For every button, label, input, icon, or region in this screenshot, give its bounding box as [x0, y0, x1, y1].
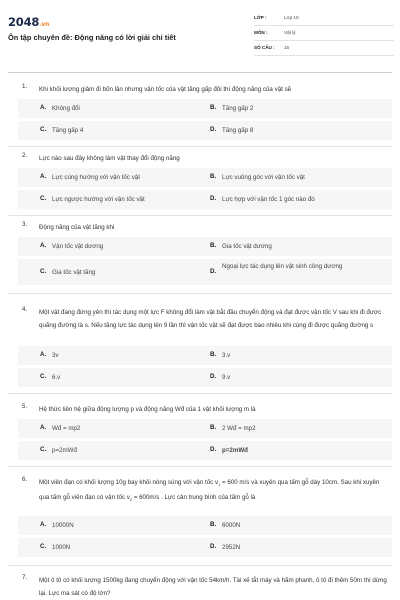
logo-text: 2048 — [8, 15, 40, 29]
option-letter: C. — [40, 195, 47, 202]
option-text: Lực cùng hướng với vận tốc vật — [52, 174, 140, 181]
option-text: 10000N — [52, 522, 74, 529]
option-letter: A. — [40, 521, 47, 528]
option-text: Wđ = mp2 — [52, 425, 81, 432]
question-text: Hệ thức liên hệ giữa động lượng p và động năng Wđ của 1 vật khối lượng m là — [39, 406, 256, 413]
question-text-part: = 600 m/s và xuyên qua tấm gỗ dày 10cm. Sau khi xuyên qua tấm gỗ viên đạn có vận tốc v — [39, 479, 380, 502]
option-text: 9.v — [222, 374, 231, 381]
option-d[interactable] — [196, 121, 392, 140]
option-b[interactable] — [196, 419, 392, 438]
document-header — [0, 0, 400, 72]
option-b[interactable] — [196, 346, 392, 365]
option-row — [18, 346, 392, 365]
option-text: 1000N — [52, 544, 71, 551]
option-c[interactable] — [18, 441, 190, 460]
meta-key: LỚP : — [254, 15, 267, 20]
question-number: 6. — [22, 476, 28, 483]
option-c[interactable] — [18, 368, 190, 387]
question-number: 4. — [22, 306, 28, 313]
option-a[interactable] — [18, 99, 190, 118]
option-text: Tăng gấp 2 — [222, 105, 254, 112]
option-letter: B. — [210, 242, 217, 249]
option-c[interactable] — [18, 190, 190, 209]
logo-suffix: .vn — [39, 21, 50, 28]
question-divider — [8, 466, 392, 467]
option-text: 3.v — [222, 352, 231, 359]
option-text: Vận tốc vật dương — [52, 243, 104, 250]
option-letter: A. — [40, 173, 47, 180]
option-b[interactable] — [196, 516, 392, 535]
option-text: Gia tốc vật dương — [222, 243, 272, 250]
option-c[interactable] — [18, 259, 190, 285]
option-text: Lực hợp với vận tốc 1 góc nào đó — [222, 196, 315, 203]
option-text: p=2mWđ — [222, 447, 248, 454]
option-letter: B. — [210, 424, 217, 431]
option-a[interactable] — [18, 237, 190, 256]
subscript-2: 2 — [129, 497, 133, 503]
question-text — [39, 476, 391, 506]
question-divider — [8, 146, 392, 147]
option-d[interactable] — [196, 190, 392, 209]
option-letter: C. — [40, 446, 47, 453]
option-d[interactable] — [196, 368, 392, 387]
meta-row-subject — [254, 27, 394, 41]
meta-info-box — [254, 12, 394, 57]
meta-row-count — [254, 42, 394, 56]
question-text: Lực nào sau đây không làm vật thay đổi động năng — [39, 155, 180, 162]
option-row — [18, 368, 392, 387]
question-text: Khi khối lượng giảm đi bốn lần nhưng vận tốc của vật tăng gấp đôi thì động năng của vật sẽ — [39, 86, 292, 93]
option-letter: B. — [210, 521, 217, 528]
meta-value: Vật lý — [284, 30, 296, 35]
option-letter: D. — [210, 446, 217, 453]
subscript-1: 1 — [218, 482, 221, 488]
question-divider — [8, 565, 392, 566]
meta-value: 16 — [284, 45, 290, 50]
option-row — [18, 99, 392, 118]
option-letter: D. — [210, 543, 217, 550]
meta-row-class — [254, 12, 394, 26]
option-a[interactable] — [18, 346, 190, 365]
option-text: Lực vuông góc với vận tốc vật — [222, 174, 305, 181]
option-letter: C. — [40, 126, 47, 133]
option-letter: D. — [210, 195, 217, 202]
option-d[interactable] — [196, 441, 392, 460]
option-letter: A. — [40, 242, 47, 249]
question-number: 1. — [22, 83, 28, 90]
option-b[interactable] — [196, 168, 392, 187]
option-row — [18, 441, 392, 460]
option-letter: D. — [210, 268, 217, 275]
question-text: Động năng của vật tăng khi — [39, 224, 115, 231]
option-text: 6.v — [52, 374, 61, 381]
option-row — [18, 419, 392, 438]
question-divider — [8, 293, 392, 294]
option-text: Tăng gấp 4 — [52, 127, 84, 134]
question-divider — [8, 215, 392, 216]
option-text: 2 Wđ = mp2 — [222, 425, 256, 432]
option-row — [18, 259, 392, 285]
option-text: Không đổi — [52, 105, 80, 112]
option-row — [18, 190, 392, 209]
option-letter: D. — [210, 373, 217, 380]
header-divider — [8, 72, 392, 73]
option-letter: C. — [40, 268, 47, 275]
option-letter: B. — [210, 173, 217, 180]
option-row — [18, 168, 392, 187]
site-logo[interactable] — [8, 15, 49, 29]
question-text: Một ô tô có khối lượng 1500kg đang chuyển động với vận tốc 54km/h. Tài xế tắt máy và hãm phanh, ô tô đi thêm 50m thì dừng lại. Lực ma sát có độ lớn? — [39, 577, 387, 597]
option-a[interactable] — [18, 419, 190, 438]
option-letter: B. — [210, 104, 217, 111]
option-text: 3v — [52, 352, 59, 359]
meta-key: MÔN : — [254, 30, 268, 35]
option-letter: A. — [40, 104, 47, 111]
question-number: 3. — [22, 221, 28, 228]
question-text-part: = 600m/s . Lực cản trung bình của tấm gỗ là — [132, 494, 256, 502]
option-text: 2952N — [222, 544, 241, 551]
meta-key: SỐ CÂU : — [254, 45, 275, 50]
option-c[interactable] — [18, 538, 190, 557]
question-text-part: Một viên đạn có khối lượng 10g bay khỏi nòng súng với vận tốc v — [39, 479, 219, 486]
option-row — [18, 121, 392, 140]
question-number: 5. — [22, 403, 28, 410]
option-letter: A. — [40, 424, 47, 431]
option-b[interactable] — [196, 99, 392, 118]
option-a[interactable] — [18, 168, 190, 187]
option-letter: B. — [210, 351, 217, 358]
option-text: Ngoại lực tác dụng lên vật sinh công dương — [222, 263, 343, 270]
question-number: 2. — [22, 152, 28, 159]
option-row — [18, 516, 392, 535]
page-title: Ôn tập chuyên đề: Động năng có lời giải chi tiết — [8, 33, 176, 42]
option-text: Tăng gấp 8 — [222, 127, 254, 134]
option-text: Gia tốc vật tăng — [52, 269, 96, 276]
option-row — [18, 538, 392, 557]
option-letter: A. — [40, 351, 47, 358]
option-c[interactable] — [18, 121, 190, 140]
option-a[interactable] — [18, 516, 190, 535]
question-number: 7. — [22, 574, 28, 581]
option-text: p=2mWđ — [52, 447, 77, 454]
option-d[interactable] — [196, 538, 392, 557]
option-row — [18, 237, 392, 256]
option-d[interactable] — [196, 259, 392, 285]
question-divider — [8, 393, 392, 394]
option-text: 6000N — [222, 522, 241, 529]
meta-value: Lớp 10 — [284, 15, 299, 20]
question-text: Một vật đang đứng yên thì tác dụng một lực F không đổi làm vật bắt đầu chuyển động và đạt được vận tốc V sau khi đi được quãng đường là s. Nếu tăng lực tác dụng lên 9 lần thì vận tốc vật sẽ đạt được bao nhiêu khi cùng đi được quãng đường s — [39, 309, 382, 329]
option-letter: D. — [210, 126, 217, 133]
option-text: Lực ngược hướng với vận tốc vật — [52, 196, 145, 203]
option-b[interactable] — [196, 237, 392, 256]
option-letter: C. — [40, 373, 47, 380]
option-letter: C. — [40, 543, 47, 550]
